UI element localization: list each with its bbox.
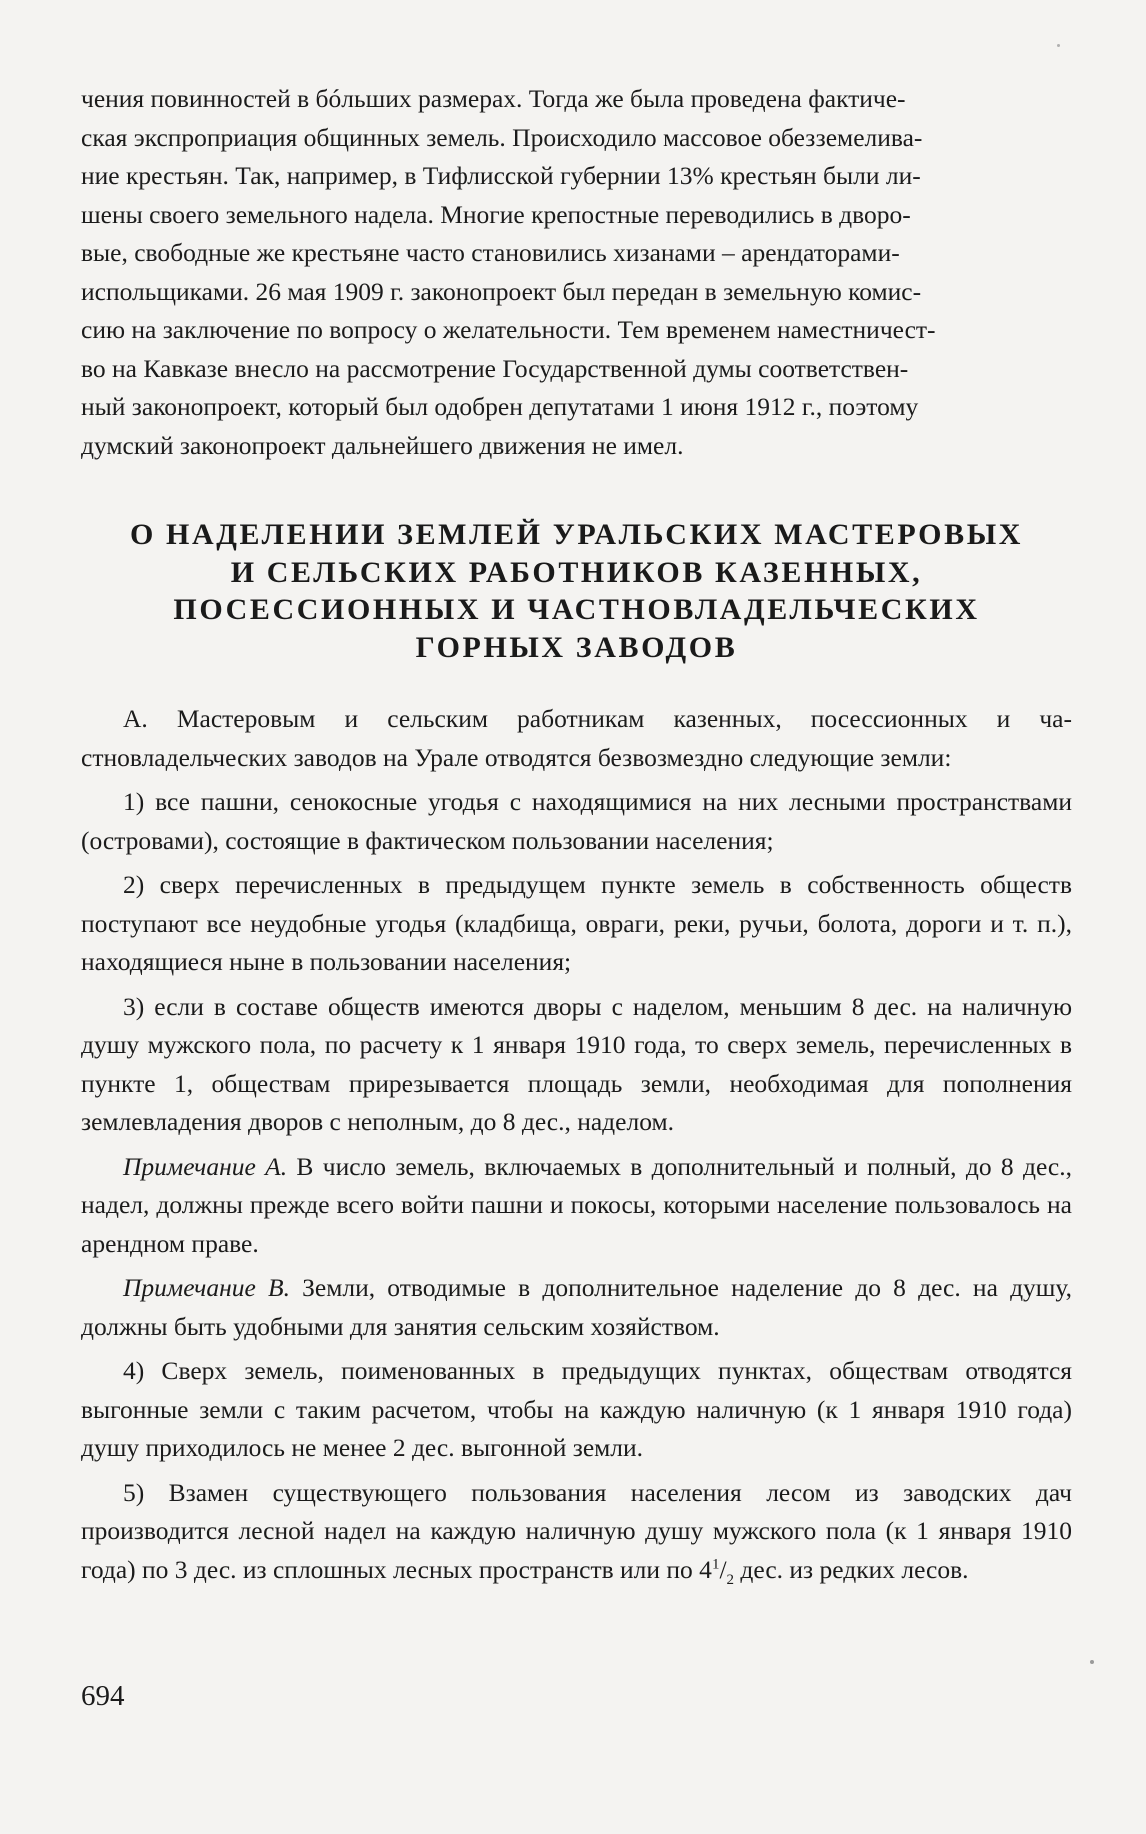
intro-line: чения повинностей в бóльших размерах. Тогда же была проведена фактиче- — [81, 84, 906, 113]
section-body — [81, 700, 1072, 1589]
intro-line: сию на заключение по вопросу о желательности. Тем временем наместничест- — [81, 315, 936, 344]
paragraph-a — [81, 700, 1072, 777]
intro-paragraph — [81, 80, 1072, 465]
intro-line: думский законопроект дальнейшего движения не имел. — [81, 430, 684, 460]
note-b — [81, 1269, 1072, 1346]
margin-speck — [1057, 44, 1060, 47]
list-item-5-tail: дес. из редких лесов. — [734, 1554, 969, 1584]
fraction-denominator: 2 — [726, 1571, 735, 1588]
list-item-3: 3) если в составе обществ имеются дворы с наделом, меньшим 8 дес. на наличную душу мужского пола, по расчету к 1 января 1910 года, то сверх земель, перечисленных в пункте 1, обществам прирезывается площадь земли, необходимая для пополнения землевладения дворов с неполным, до 8 дес., наделом. — [81, 991, 1072, 1136]
note-a — [81, 1148, 1072, 1264]
paragraph-a-text: Мастеровым и сельским работникам казенных, посессионных и частновладельческих заводов на Урале отводятся безвозмездно следующие земли: — [81, 704, 1072, 772]
list-item-2: 2) сверх перечисленных в предыдущем пункте земель в собственность обществ поступают все неудобные угодья (кладбища, овраги, реки, ручьи, болота, дороги и т. п.), находящиеся ныне в пользовании населения; — [81, 870, 1072, 976]
note-b-text: Земли, отводимые в дополнительное наделение до 8 дес. на душу, должны быть удобными для занятия сельским хозяйством. — [81, 1273, 1072, 1341]
intro-line: во на Кавказе внесло на рассмотрение Государственной думы соответствен- — [81, 353, 909, 383]
note-b-label: Примечание В. — [123, 1273, 290, 1302]
section-heading — [81, 516, 1072, 666]
paragraph-a-letter: А. — [123, 704, 148, 733]
heading-line: И СЕЛЬСКИХ РАБОТНИКОВ КАЗЕННЫХ, — [230, 555, 923, 589]
note-a-text: В число земель, включаемых в дополнительный и полный, до 8 дес., надел, должны прежде всего войти пашни и покосы, которыми население пользовалось на арендном праве. — [81, 1151, 1072, 1258]
intro-line: ская экспроприация общинных земель. Происходило массовое обезземелива- — [81, 122, 923, 152]
intro-line: ние крестьян. Так, например, в Тифлисской губернии 13% крестьян были ли- — [81, 161, 921, 190]
list-item-4: 4) Сверх земель, поименованных в предыдущих пунктах, обществам отводятся выгонные земли с таким расчетом, чтобы на каждую наличную (к 1 января 1910 года) душу приходилось не менее 2 дес. выгонной земли. — [81, 1356, 1072, 1462]
heading-line: О НАДЕЛЕНИИ ЗЕМЛЕЙ УРАЛЬСКИХ МАСТЕРОВЫХ — [129, 518, 1024, 551]
list-item-5: 5) Взамен существующего пользования населения лесом из заводских дач производится лесной надел на каждую наличную душу мужского пола (к 1 января 1910 года) по 3 дес. из сплошных лесных пространств или по $4^1/_2$ дес. из редких лесов. — [81, 1477, 1072, 1588]
intro-line: ный законопроект, который был одобрен депутатами 1 июня 1912 г., поэтому — [81, 392, 919, 421]
intro-line: испольщиками. 26 мая 1909 г. законопроект был передан в земельную комис- — [81, 276, 922, 306]
intro-line: шены своего земельного надела. Многие крепостные переводились в дворо- — [81, 199, 911, 229]
fraction-numerator: 1 — [711, 1556, 720, 1572]
heading-line: ГОРНЫХ ЗАВОДОВ — [415, 630, 738, 664]
intro-line: вые, свободные же крестьяне часто становились хизанами – арендаторами- — [81, 238, 900, 267]
page-number: 694 — [81, 1680, 125, 1712]
note-a-label: Примечание А. — [123, 1151, 288, 1181]
list-item-1: 1) все пашни, сенокосные угодья с находящимися на них лесными пространствами (островами), состоящие в фактическом пользовании населения; — [81, 787, 1072, 855]
list-item-5-text: 5) Взамен существующего пользования населения лесом из заводских дач производится лесной надел на каждую наличную душу мужского пола (к 1 января 1910 года) по 3 дес. из сплошных лесных пространств или по 4 — [81, 1477, 1072, 1584]
heading-line: ПОСЕССИОННЫХ И ЧАСТНОВЛАДЕЛЬЧЕСКИХ — [173, 593, 980, 626]
margin-speck — [1090, 1660, 1094, 1664]
